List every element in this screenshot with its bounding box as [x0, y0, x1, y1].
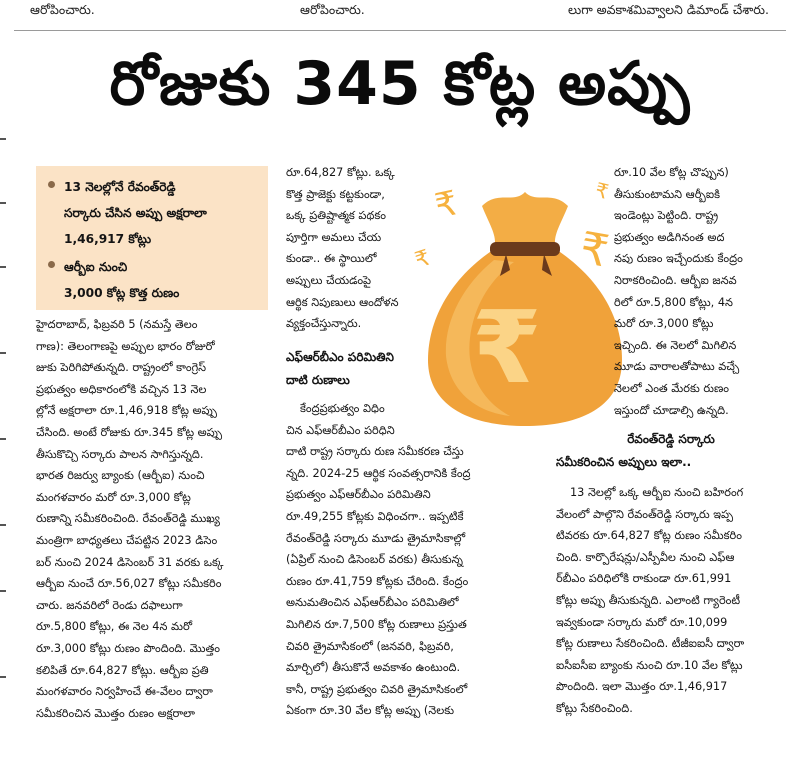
top-divider: [14, 30, 786, 31]
highlight-item: [48, 174, 258, 252]
paragraph-line: అనుమతించిన ఎఫ్‌ఆర్‌బీఎం పరిమితిలో: [286, 596, 459, 610]
paragraph-line: ఇండెంట్లు పెట్టింది. రాష్ట్ర: [614, 209, 719, 223]
paragraph-line: హైదరాబాద్, ఫిబ్రవరి 5 (నమస్తే తెలం: [36, 318, 198, 331]
article-column-3-body: [556, 482, 788, 720]
svg-text:₹: ₹: [472, 289, 542, 406]
paragraph-line: న్నది. 2024-25 ఆర్థిక సంవత్సరానికి కేంద్ర: [286, 466, 471, 480]
paragraph-line: టివరకు రూ.64,827 కోట్ల రుణం సమీకరిం: [556, 529, 742, 543]
paragraph-line: చిన ఎఫ్‌ఆర్‌బీఎం పరిధిని: [286, 423, 395, 437]
paragraph-line: నెలలో ఎంత మేరకు రుణం: [614, 381, 730, 395]
paragraph-line: ఏకంగా రూ.30 వేల కోట్ల అప్పు (నెలకు: [286, 704, 455, 718]
subhead-loans: [556, 428, 786, 474]
article-column-1: [36, 314, 272, 724]
paragraph-line: నపు రుణం ఇచ్చేందుకు కేంద్రం: [614, 252, 743, 266]
highlight-line: ఆర్బీఐ నుంచి: [64, 260, 128, 274]
paragraph-line: కుండా.. ఈ స్థాయిలో: [286, 252, 377, 266]
paragraph-line: కానీ, రాష్ట్ర ప్రభుత్వం చివరి త్రైమాసికంలో: [286, 682, 468, 696]
paragraph-line: రుణం రూ.41,759 కోట్లకు చేరింది. కేంద్రం: [286, 574, 469, 588]
paragraph-line: కోట్లు అప్పు తీసుకున్నది. ఎలాంటి గ్యారెంటీ: [556, 593, 741, 607]
paragraph-line: జుకు పెరిగిపోతున్నది. రాష్ట్రంలో కాంగ్రెస్: [36, 361, 207, 375]
paragraph-line: ప్రభుత్వం అధికారంలోకి వచ్చిన 13 నెల: [36, 382, 207, 396]
paragraph-line: ప్రభుత్వం అడిగినంత అద: [614, 230, 725, 244]
paragraph-line: ఇవ్వకుండా సర్కారు మరో రూ.10,099: [556, 615, 728, 629]
paragraph-line: అప్పులు చేయడంపై: [286, 273, 372, 287]
paragraph-line: కేంద్రప్రభుత్వం విధిం: [300, 402, 385, 415]
bullet-icon: [48, 181, 55, 188]
paragraph-line: రూ.49,255 కోట్లకు విధించగా.. ఇప్పటికే: [286, 509, 464, 523]
money-bag-rupee-icon: [410, 170, 640, 430]
paragraph-line: కొత్త ప్రాజెక్టు కట్టకుండా,: [286, 187, 385, 201]
paragraph-line: ఒక్క ప్రతిష్టాత్మక పథకం: [286, 209, 386, 223]
headline: రోజుకు 345 కోట్ల అప్పు: [109, 49, 691, 119]
previous-story-strip: [0, 0, 800, 26]
previous-story-fragment: ఆరోపించారు.: [30, 2, 95, 17]
paragraph-line: చేసింది. అంటే రోజుకు రూ.345 కోట్ల అప్పు: [36, 425, 223, 439]
paragraph-line: మిగిలిన రూ.7,500 కోట్ల రుణాలు ప్రస్తుత: [286, 617, 467, 631]
paragraph-line: దాటి రాష్ట్ర సర్కారు రుణ సమీకరణ చేస్తు: [286, 445, 464, 459]
article-column-3-top: [614, 162, 784, 421]
paragraph-line: మంత్రిగా బాధ్యతలు చేపట్టిన 2023 డిసెం: [36, 533, 218, 547]
highlight-item: [48, 254, 258, 306]
paragraph-line: బర్ నుంచి 2024 డిసెంబర్ 31 వరకు ఒక్క: [36, 555, 224, 569]
previous-story-fragment: ఆరోపించారు.: [300, 2, 365, 17]
paragraph-line: ఆర్బీఐ నుంచే రూ.56,027 కోట్లు సమీకరిం: [36, 577, 222, 591]
paragraph-line: పొందింది. ఇలా మొత్తం రూ.1,46,917: [556, 680, 728, 694]
paragraph-line: చింది. కార్పొరేషన్లు/ఎస్పీవీల నుంచి ఎఫ్‌ఆ: [556, 550, 735, 564]
subhead-line: సమీకరించిన అప్పులు ఇలా..: [556, 455, 692, 469]
paragraph-line: ఆర్థిక నిపుణులు ఆందోళన: [286, 295, 399, 309]
paragraph-line: మార్చిలో) తీసుకొనే అవకాశం ఉంటుంది.: [286, 661, 461, 675]
paragraph-line: తీసుకుంటామని ఆర్బీఐకి: [614, 187, 720, 201]
highlight-line: సర్కారు చేసిన అప్పు అక్షరాలా: [64, 206, 207, 220]
paragraph-line: ల్లోనే అక్షరాలా రూ.1,46,918 కోట్ల అప్పు: [36, 404, 218, 418]
paragraph-line: సమీకరించిన మొత్తం రుణం అక్షరాలా: [36, 706, 195, 720]
paragraph-line: (ఏప్రిల్ నుంచి డిసెంబర్ వరకు) తీసుకున్న: [286, 553, 463, 567]
paragraph-line: రూ.5,800 కోట్లు, ఈ నెల 4న మరో: [36, 620, 193, 634]
svg-text:₹: ₹: [576, 222, 613, 278]
subhead-line: దాటి రుణాలు: [286, 373, 350, 387]
paragraph-line: పూర్తిగా అమలు చేయ: [286, 230, 382, 244]
svg-text:₹: ₹: [412, 245, 434, 274]
highlight-line: 13 నెలల్లోనే రేవంత్‌రెడ్డి: [64, 180, 176, 194]
paragraph-line: ప్రభుత్వం ఎఫ్‌ఆర్‌బీఎం పరిమితిని: [286, 488, 431, 502]
subhead-line: ఎఫ్‌ఆర్‌బీఎం పరిమితిని: [286, 350, 394, 364]
left-edge-marks: [0, 120, 10, 760]
paragraph-line: రూ.64,827 కోట్లు. ఒక్క: [286, 166, 395, 179]
article-column-2-body: [286, 398, 542, 722]
svg-text:₹: ₹: [592, 177, 611, 204]
paragraph-line: మంగళవారం మరో రూ.3,000 కోట్ల: [36, 490, 191, 504]
paragraph-line: రూ.10 వేల కోట్ల చొప్పున): [614, 166, 729, 179]
paragraph-line: తీసుకొచ్చి సర్కారు పాలన సాగిస్తున్నది.: [36, 447, 204, 461]
paragraph-line: రూ.3,000 కోట్లు రుణం పొందింది. మొత్తం: [36, 641, 220, 655]
paragraph-line: రేవంత్‌రెడ్డి సర్కారు మూడు త్రైమాసికాల్లో: [286, 531, 466, 545]
paragraph-line: కోట్ల రుణాలు సేకరించింది. టీజీఐఐసీ ద్వారా: [556, 637, 745, 651]
svg-text:₹: ₹: [431, 183, 462, 227]
paragraph-line: రిలో రూ.5,800 కోట్లు, 4న: [614, 295, 733, 309]
previous-story-fragment: లుగా అవకాశమివ్వాలని డిమాండ్ చేశారు.: [568, 2, 769, 17]
paragraph-line: కోట్లు సేకరించింది.: [556, 701, 633, 715]
paragraph-line: నిరాకరించింది. ఆర్బీఐ జనవ: [614, 273, 737, 287]
paragraph-line: ఇస్తుందో చూడాల్సి ఉన్నది.: [614, 403, 729, 417]
paragraph-line: రుణాన్ని సమీకరించింది. రేవంత్‌రెడ్డి ముఖ్య: [36, 512, 220, 526]
highlights-box: [36, 166, 268, 310]
highlight-line: 1,46,917 కోట్లు: [64, 232, 152, 246]
paragraph-line: మరో రూ.3,000 కోట్లు: [614, 317, 714, 331]
paragraph-line: గాణ): తెలంగాణపై అప్పుల భారం రోజురో: [36, 339, 215, 353]
paragraph-line: 13 నెలల్లో ఒక్క ఆర్బీఐ నుంచి బహిరంగ: [570, 486, 744, 499]
paragraph-line: చారు. జనవరిలో రెండు దఫాలుగా: [36, 598, 183, 612]
paragraph-line: చివరి త్రైమాసికంలో (జనవరి, ఫిబ్రవరి,: [286, 639, 454, 653]
bullet-icon: [48, 261, 55, 268]
paragraph-line: వేలంలో పాల్గొని రేవంత్‌రెడ్డి సర్కారు ఇప్ప: [556, 507, 734, 521]
paragraph-line: భారత రిజర్వు బ్యాంకు (ఆర్బీఐ) నుంచి: [36, 469, 205, 483]
paragraph-line: ఐసీఐసీఐ బ్యాంకు నుంచి రూ.10 వేల కోట్లు: [556, 658, 743, 672]
paragraph-line: మంగళవారం నిర్వహించే ఈ-వేలం ద్వారా: [36, 685, 213, 699]
paragraph-line: ర్‌బీఎం పరిధిలోకి రాకుండా రూ.61,991: [556, 572, 732, 586]
paragraph-line: కలిపితే రూ.64,827 కోట్లు. ఆర్బీఐ ప్రతి: [36, 663, 209, 677]
subhead-line: రేవంత్‌రెడ్డి సర్కారు: [627, 432, 715, 446]
highlight-line: 3,000 కోట్ల కొత్త రుణం: [64, 286, 180, 300]
paragraph-line: ఇచ్చింది. ఈ నెలలో మిగిలిన: [614, 338, 737, 352]
paragraph-line: వ్యక్తంచేస్తున్నారు.: [286, 317, 362, 331]
paragraph-line: మూడు వారాలతోపాటు వచ్చే: [614, 360, 740, 374]
